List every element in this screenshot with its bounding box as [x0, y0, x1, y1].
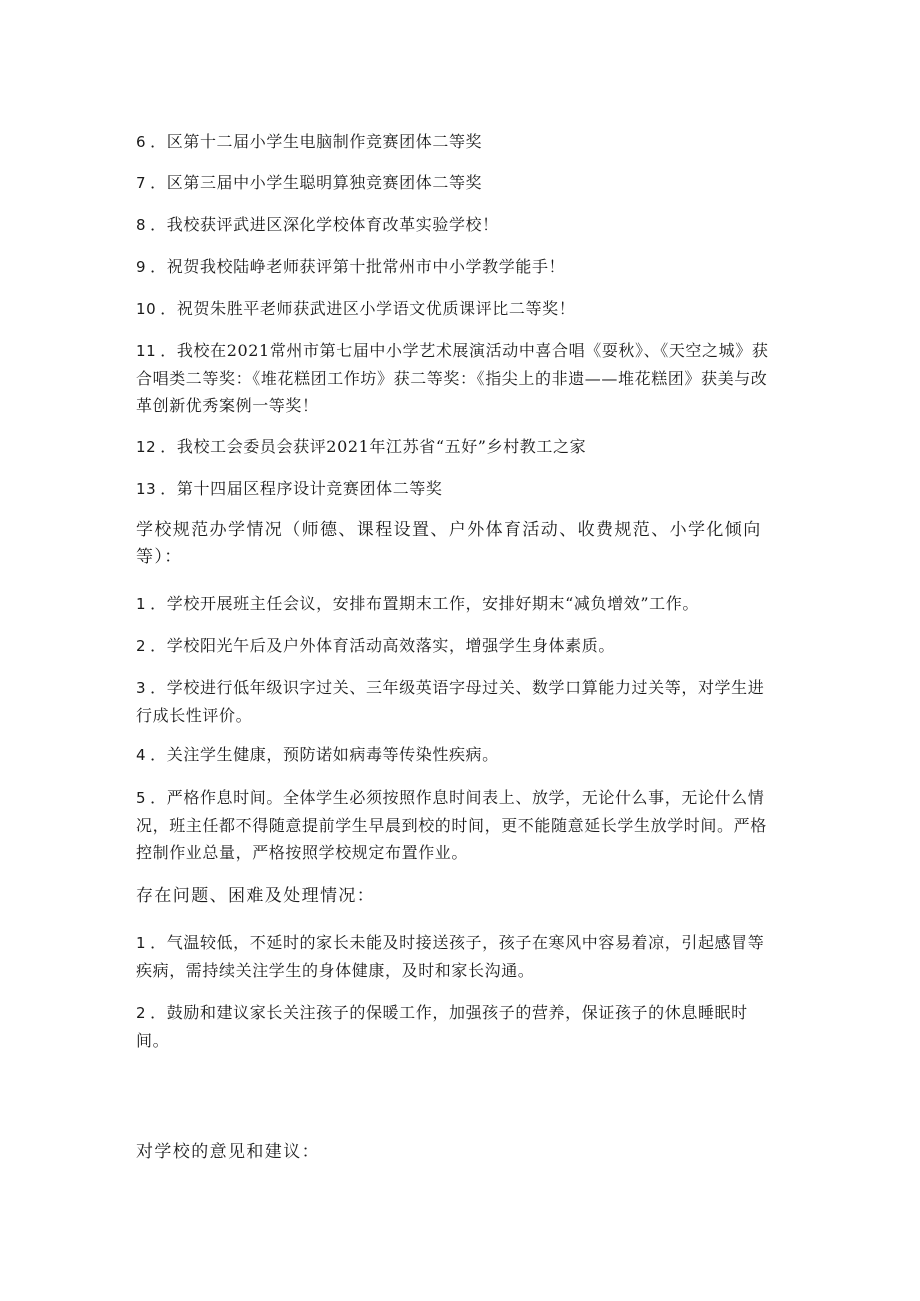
- problem-item-2: [136, 999, 776, 1054]
- award-item-12: [136, 433, 776, 461]
- item-number: 11: [136, 342, 157, 360]
- award-item-9: [136, 253, 776, 281]
- item-text: ．学校开展班主任会议，安排布置期末工作，安排好期末“减负增效”工作。: [150, 594, 699, 613]
- item-number: 1: [136, 934, 147, 952]
- section-heading-norms: 学校规范办学情况（师德、课程设置、户外体育活动、收费规范、小学化倾向等）：: [136, 520, 762, 567]
- item-text: ．鼓励和建议家长关注孩子的保暖工作，加强孩子的营养，保证孩子的休息睡眠时间。: [136, 1003, 748, 1050]
- item-number: 4: [136, 746, 147, 764]
- item-number: 2: [136, 1004, 147, 1022]
- item-text: ．区第十二届小学生电脑制作竞赛团体二等奖: [150, 132, 483, 151]
- item-text: ．我校在2021常州市第七届中小学艺术展演活动中喜合唱《耍秋》、《天空之城》获合唱类二等奖：《堆花糕团工作坊》获二等奖：《指尖上的非遗——堆花糕团》获美与改革创新优秀案例一等奖！: [136, 341, 769, 415]
- item-text: ．祝贺我校陆峥老师获评第十批常州市中小学教学能手！: [150, 257, 566, 276]
- item-number: 8: [136, 216, 147, 234]
- norm-item-2: [136, 632, 776, 660]
- item-text: ．区第三届中小学生聪明算独竞赛团体二等奖: [150, 173, 483, 192]
- item-text: ．祝贺朱胜平老师获武进区小学语文优质课评比二等奖！: [160, 299, 576, 318]
- problem-item-1: [136, 929, 776, 984]
- item-text: ．严格作息时间。全体学生必须按照作息时间表上、放学，无论什么事，无论什么情况，班主任都不得随意提前学生早晨到校的时间，更不能随意延长学生放学时间。严格控制作业总量，严格按照学校规定布置作业。: [136, 788, 767, 862]
- item-text: ．学校阳光午后及户外体育活动高效落实，增强学生身体素质。: [150, 636, 615, 655]
- item-number: 2: [136, 637, 147, 655]
- item-text: ．第十四届区程序设计竞赛团体二等奖: [160, 479, 443, 498]
- norm-item-1: [136, 590, 776, 618]
- item-text: ．我校获评武进区深化学校体育改革实验学校！: [150, 215, 499, 234]
- item-number: 9: [136, 258, 147, 276]
- norm-item-4: [136, 741, 776, 769]
- item-number: 7: [136, 174, 147, 192]
- item-number: 13: [136, 480, 157, 498]
- item-number: 12: [136, 438, 157, 456]
- award-item-10: [136, 295, 776, 323]
- section-heading-suggestions: 对学校的意见和建议：: [136, 1142, 320, 1162]
- award-item-11: [136, 337, 776, 419]
- norm-item-5: [136, 784, 776, 866]
- award-item-8: [136, 211, 776, 239]
- item-text: ．关注学生健康，预防诺如病毒等传染性疾病。: [150, 745, 499, 764]
- award-item-7: [136, 169, 776, 197]
- item-text: ．学校进行低年级识字过关、三年级英语字母过关、数学口算能力过关等，对学生进行成长性评价。: [136, 678, 765, 725]
- award-item-6: [136, 128, 776, 156]
- norm-item-3: [136, 674, 776, 729]
- item-text: ．我校工会委员会获评2021年江苏省“五好”乡村教工之家: [160, 437, 587, 456]
- item-number: 1: [136, 595, 147, 613]
- item-number: 10: [136, 300, 157, 318]
- section-heading-problems: 存在问题、困难及处理情况：: [136, 886, 376, 906]
- award-item-13: [136, 475, 776, 503]
- item-number: 6: [136, 133, 147, 151]
- item-text: ．气温较低，不延时的家长未能及时接送孩子，孩子在寒风中容易着凉，引起感冒等疾病，需持续关注学生的身体健康，及时和家长沟通。: [136, 933, 765, 980]
- item-number: 3: [136, 679, 147, 697]
- item-number: 5: [136, 789, 147, 807]
